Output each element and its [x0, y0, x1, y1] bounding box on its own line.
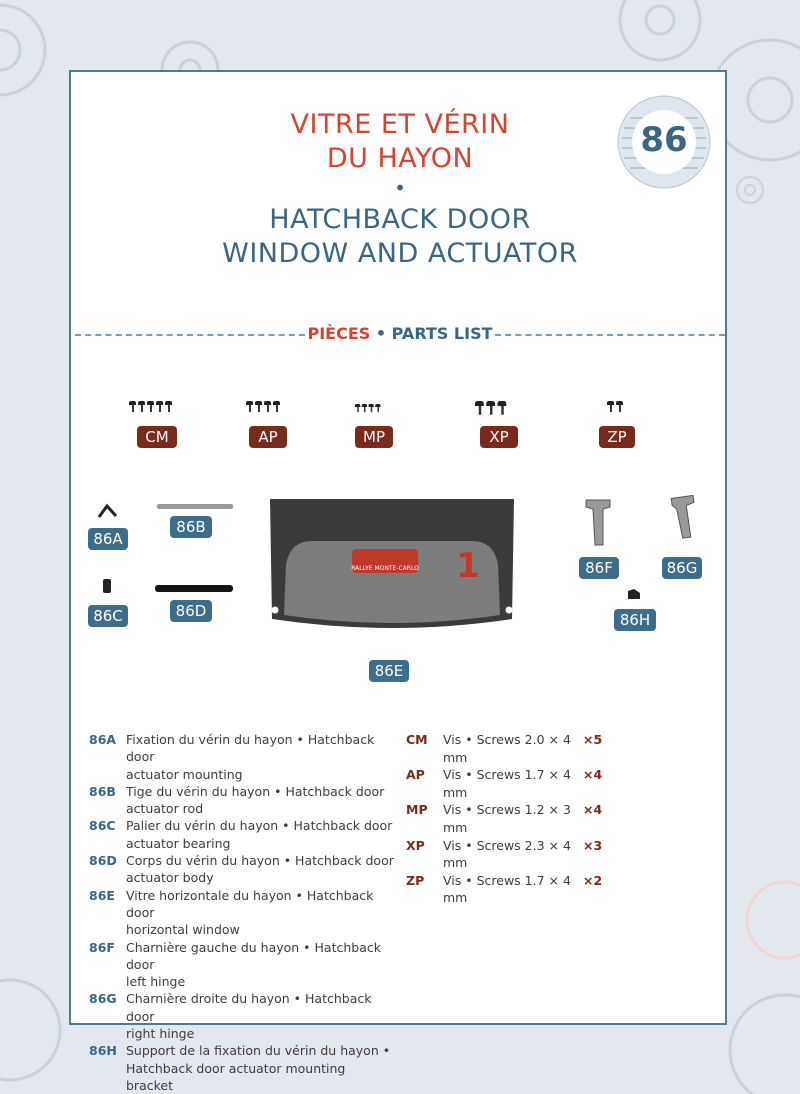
screw-row-mp — [406, 801, 602, 836]
tag-mp: MP — [355, 426, 393, 448]
parts-legend — [89, 731, 394, 1094]
tag-86d: 86D — [170, 600, 212, 622]
legend-row-86h — [89, 1042, 394, 1094]
window-decal-text: RALLYE MONTE-CARLO — [351, 565, 419, 572]
tag-ap: AP — [249, 426, 287, 448]
screw-qty: ×4 — [583, 802, 603, 818]
legend-desc: actuator rod — [126, 801, 204, 817]
part-86d-icon — [155, 584, 233, 594]
screws-xp-icon — [475, 401, 506, 416]
screw-code: AP — [406, 767, 425, 783]
title-english — [0, 203, 800, 271]
legend-code: 86F — [89, 939, 115, 955]
parts-header-separator: • — [375, 324, 387, 343]
legend-code: 86B — [89, 783, 116, 799]
screw-code: CM — [406, 732, 428, 747]
legend-desc: actuator body — [126, 870, 214, 886]
part-86g-hinge-icon — [666, 494, 700, 542]
tag-86a: 86A — [88, 528, 128, 550]
window-decal-number: 1 — [456, 546, 480, 586]
legend-row-86c — [89, 817, 394, 852]
gear-decoration-bottom-left — [0, 960, 80, 1094]
screw-desc: Vis • Screws 1.7 × 4 mm — [443, 872, 571, 906]
legend-code: 86A — [89, 732, 117, 747]
tag-zp: ZP — [599, 426, 635, 448]
legend-desc: left hinge — [126, 974, 186, 990]
screws-mp-icon — [355, 404, 381, 413]
legend-desc: Charnière droite du hayon • Hatchback door — [126, 991, 372, 1024]
tag-86c: 86C — [88, 605, 128, 627]
screws-cm-icon — [129, 401, 172, 413]
legend-row-86e — [89, 887, 394, 939]
legend-desc: Support de la fixation du vérin du hayon • — [126, 1043, 391, 1059]
legend-row-86b — [89, 783, 394, 818]
legend-code: 86C — [89, 818, 116, 834]
legend-code: 86H — [89, 1043, 117, 1059]
title-french-line1: VITRE ET VÉRIN — [290, 109, 510, 140]
legend-desc: Charnière gauche du hayon • Hatchback door — [126, 939, 381, 972]
screw-code: MP — [406, 802, 428, 818]
legend-code: 86D — [89, 853, 117, 869]
screws-zp-icon — [607, 401, 623, 413]
title-french — [0, 108, 800, 176]
part-86a-icon — [96, 502, 120, 520]
screws-ap-icon — [246, 401, 280, 413]
screw-desc: Vis • Screws 1.2 × 3 mm — [443, 802, 571, 835]
legend-row-86d — [89, 852, 394, 887]
legend-desc: Hatchback door actuator mounting bracket — [126, 1060, 346, 1093]
screw-row-zp — [406, 872, 602, 907]
screw-desc: Vis • Screws 2.3 × 4 mm — [443, 837, 571, 871]
legend-desc: Vitre horizontale du hayon • Hatchback door — [126, 887, 374, 920]
legend-desc: actuator mounting — [126, 766, 243, 782]
parts-header-english: PARTS LIST — [391, 324, 493, 343]
title-english-line1: HATCHBACK DOOR — [269, 204, 531, 235]
parts-header-french: PIÈCES — [307, 324, 371, 343]
screw-row-xp — [406, 837, 602, 872]
part-86h-bracket-icon — [626, 587, 642, 601]
legend-code: 86G — [89, 991, 117, 1007]
legend-desc: Fixation du vérin du hayon • Hatchback door — [126, 732, 375, 765]
issue-number: 86 — [640, 120, 688, 160]
legend-desc: right hinge — [126, 1026, 195, 1042]
screw-qty: ×5 — [583, 732, 603, 747]
legend-desc: Corps du vérin du hayon • Hatchback door — [126, 853, 394, 869]
legend-desc: Tige du vérin du hayon • Hatchback door — [126, 783, 385, 799]
title-english-line2: WINDOW AND ACTUATOR — [222, 238, 578, 269]
part-86c-icon — [100, 577, 114, 595]
legend-desc: Palier du vérin du hayon • Hatchback door — [126, 818, 393, 834]
screw-desc: Vis • Screws 2.0 × 4 mm — [443, 732, 571, 765]
legend-row-86g — [89, 990, 394, 1042]
screw-desc: Vis • Screws 1.7 × 4 mm — [443, 767, 571, 800]
screws-legend — [406, 731, 602, 907]
legend-desc: actuator bearing — [126, 835, 231, 851]
tag-86e: 86E — [369, 660, 409, 682]
tag-cm: CM — [137, 426, 177, 448]
screw-row-cm — [406, 731, 602, 766]
part-86e-window-icon — [268, 497, 516, 637]
title-separator: • — [394, 176, 406, 200]
part-86f-hinge-icon — [583, 497, 613, 549]
tag-86f: 86F — [579, 557, 619, 579]
legend-row-86f — [89, 939, 394, 991]
tag-86h: 86H — [614, 609, 656, 631]
tag-86g: 86G — [662, 557, 702, 579]
screw-code: XP — [406, 837, 425, 853]
screw-qty: ×2 — [583, 872, 603, 888]
legend-code: 86E — [89, 887, 115, 903]
tag-xp: XP — [480, 426, 518, 448]
legend-row-86a — [89, 731, 394, 783]
part-86b-icon — [157, 502, 233, 512]
title-french-line2: DU HAYON — [326, 143, 474, 174]
screw-qty: ×3 — [583, 837, 603, 853]
screw-row-ap — [406, 766, 602, 801]
screw-code: ZP — [406, 872, 425, 888]
legend-desc: horizontal window — [126, 922, 240, 938]
parts-list-header — [0, 324, 800, 343]
screw-qty: ×4 — [583, 767, 603, 783]
tag-86b: 86B — [170, 516, 212, 538]
